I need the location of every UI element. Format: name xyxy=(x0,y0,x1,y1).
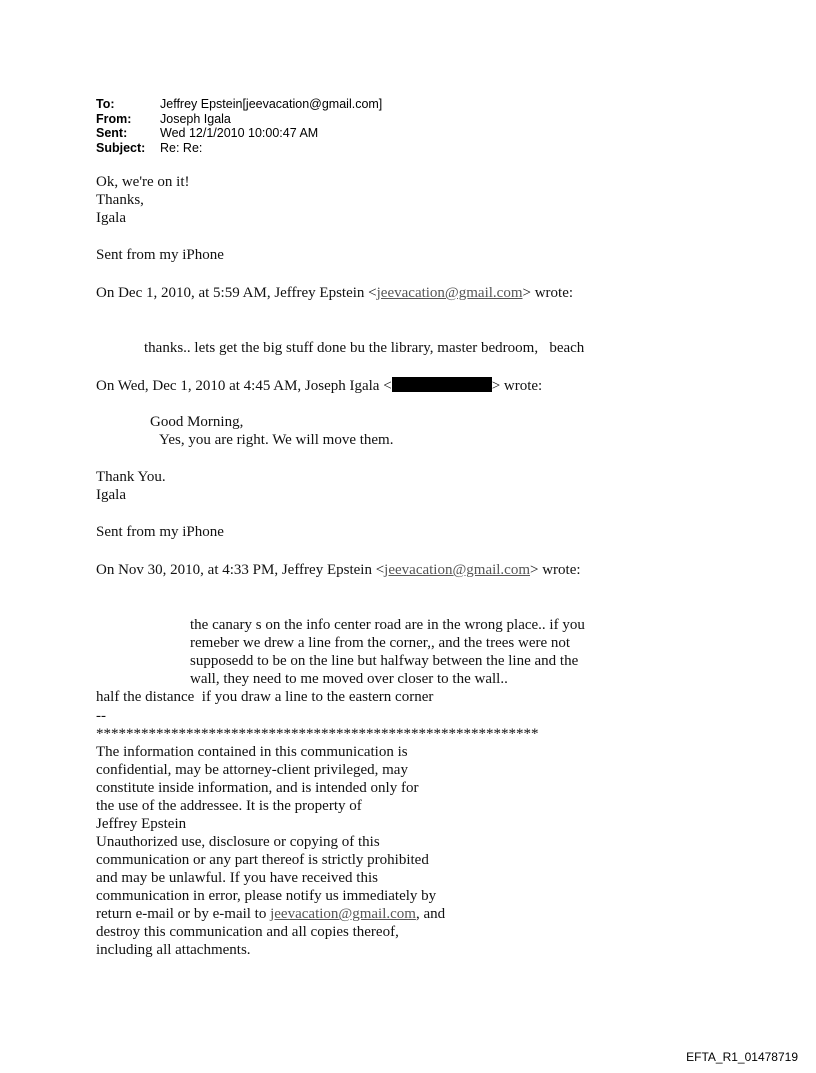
quoted-message: half the distance if you draw a line to the eastern corner xyxy=(96,689,434,705)
quote-header-text: > wrote: xyxy=(530,562,581,578)
disclaimer-line: communication or any part thereof is strictly prohibited xyxy=(96,852,429,868)
quoted-message: Yes, you are right. We will move them. xyxy=(159,432,394,448)
subject-value: Re: Re: xyxy=(160,140,203,155)
disclaimer-line: Unauthorized use, disclosure or copying of this xyxy=(96,834,380,850)
disclaimer-line xyxy=(96,905,445,923)
quote-header xyxy=(96,284,573,302)
disclaimer-line: communication in error, please notify us immediately by xyxy=(96,888,437,904)
quoted-message: thanks.. lets get the big stuff done bu the library, master bedroom, beach xyxy=(144,340,585,356)
disclaimer-line: Jeffrey Epstein xyxy=(96,816,187,832)
disclaimer-line: including all attachments. xyxy=(96,942,251,958)
from-label: From: xyxy=(96,111,132,126)
reply-line: Ok, we're on it! xyxy=(96,174,190,190)
quote-header xyxy=(96,377,542,395)
sent-value: Wed 12/1/2010 10:00:47 AM xyxy=(160,126,319,140)
document-id: EFTA_R1_01478719 xyxy=(686,1050,798,1064)
email-link[interactable]: jeevacation@gmail.com xyxy=(376,285,523,301)
redaction-block xyxy=(392,377,492,392)
email-header xyxy=(96,97,382,155)
disclaimer-line: The information contained in this communication is xyxy=(96,744,408,760)
quoted-message: the canary s on the info center road are in the wrong place.. if you xyxy=(190,617,585,633)
disclaimer-line: confidential, may be attorney-client privileged, may xyxy=(96,762,408,778)
quote-header-text: On Dec 1, 2010, at 5:59 AM, Jeffrey Epstein < xyxy=(96,285,377,301)
quoted-message: wall, they need to me moved over closer to the wall.. xyxy=(190,671,508,687)
signature: Igala xyxy=(96,487,126,503)
quoted-message: supposedd to be on the line but halfway between the line and the xyxy=(190,653,579,669)
from-value: Joseph Igala xyxy=(160,111,231,126)
to-label: To: xyxy=(96,97,115,111)
quoted-message: Good Morning, xyxy=(150,414,244,430)
sent-from-iphone: Sent from my iPhone xyxy=(96,247,224,263)
sent-label: Sent: xyxy=(96,126,128,140)
disclaimer-text: , and xyxy=(415,906,446,922)
quote-header-text: > wrote: xyxy=(522,285,574,301)
reply-line: Igala xyxy=(96,210,126,226)
signature-dashes: -- xyxy=(96,708,106,724)
subject-label: Subject: xyxy=(96,140,146,155)
email-link[interactable]: jeevacation@gmail.com xyxy=(384,562,531,578)
disclaimer-line: constitute inside information, and is intended only for xyxy=(96,780,419,796)
quote-header xyxy=(96,561,581,579)
disclaimer-line: the use of the addressee. It is the property of xyxy=(96,798,362,814)
disclaimer-text: return e-mail or by e-mail to xyxy=(96,906,271,922)
quoted-message: remeber we drew a line from the corner,, and the trees were not xyxy=(190,635,571,651)
asterisk-divider: *********************************************************** xyxy=(96,726,539,742)
reply-line: Thanks, xyxy=(96,192,144,208)
quote-header-text: On Nov 30, 2010, at 4:33 PM, Jeffrey Epstein < xyxy=(96,562,385,578)
thank-you: Thank You. xyxy=(96,469,166,485)
disclaimer-line: and may be unlawful. If you have received this xyxy=(96,870,378,886)
disclaimer-line: destroy this communication and all copies thereof, xyxy=(96,924,399,940)
quote-header-text: On Wed, Dec 1, 2010 at 4:45 AM, Joseph Igala < xyxy=(96,378,392,394)
to-value: Jeffrey Epstein[jeevacation@gmail.com] xyxy=(160,97,383,111)
quote-header-text: > wrote: xyxy=(491,378,543,394)
sent-from-iphone: Sent from my iPhone xyxy=(96,524,224,540)
email-link[interactable]: jeevacation@gmail.com xyxy=(270,906,416,922)
